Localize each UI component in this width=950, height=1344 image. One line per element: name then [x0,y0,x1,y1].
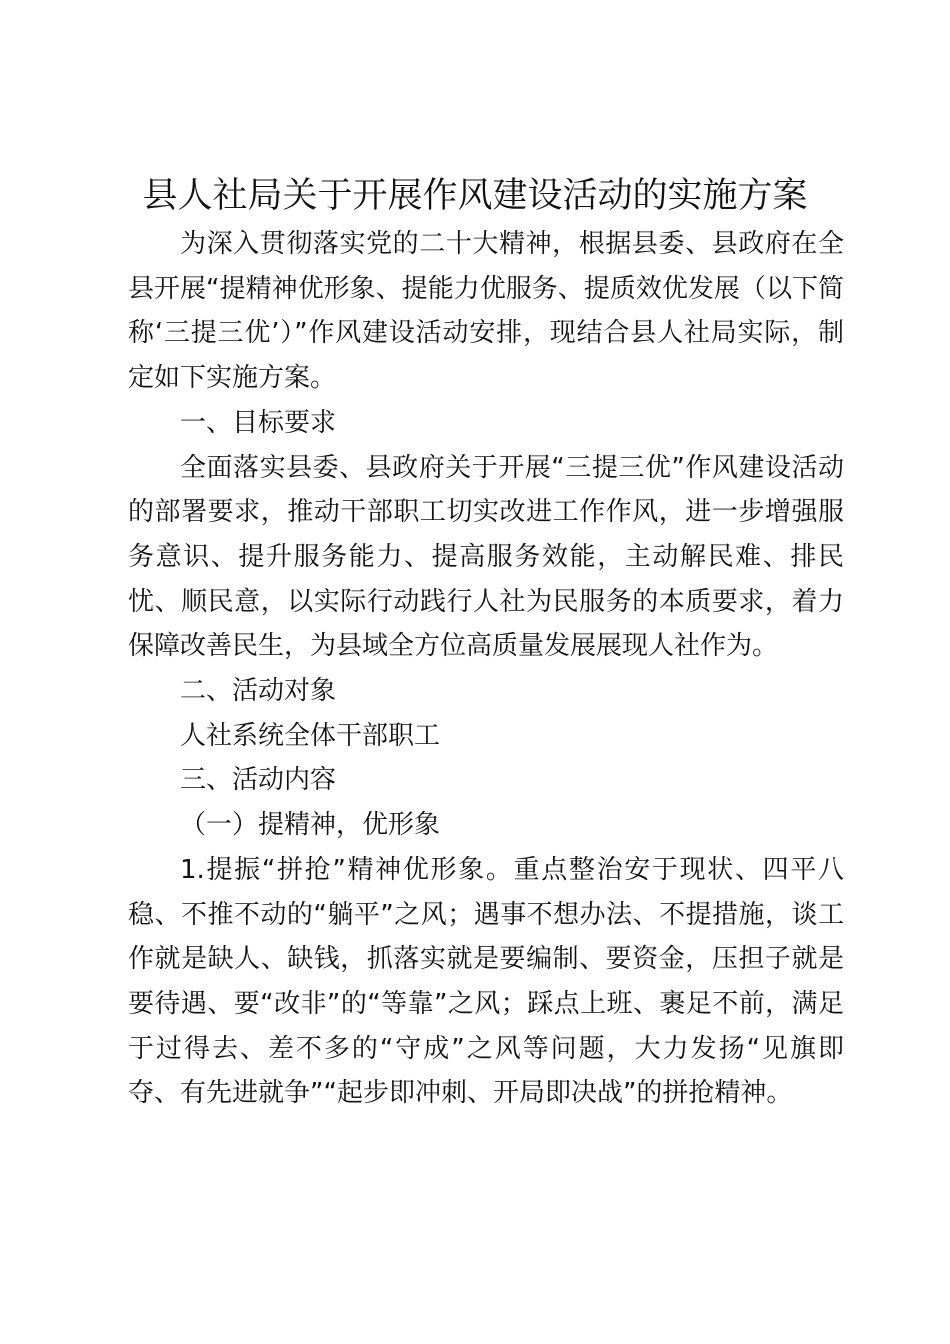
item-1-paragraph: 1.提振“拼抢”精神优形象。重点整治安于现状、四平八稳、不推不动的“躺平”之风；遇事不想办法、不提措施，谈工作就是缺人、缺钱，抓落实就是要编制、要资金，压担子就是要待遇、要“改非”的“等靠”之风；踩点上班、裹足不前，满足于过得去、差不多的“守成”之风等问题，大力发扬“见旗即夺、有先进就争”“起步即冲刺、开局即决战”的拼抢精神。 [128,854,844,1109]
section-goals-paragraph: 全面落实县委、县政府关于开展“三提三优”作风建设活动的部署要求，推动干部职工切实改进工作作风，进一步增强服务意识、提升服务能力、提高服务效能，主动解民难、排民忧、顺民意，以实际行动践行人社为民服务的本质要求，着力保障改善民生，为县域全方位高质量发展展现人社作为。 [128,452,844,662]
section-heading-content: 三、活动内容 [180,765,337,796]
document-body [128,222,844,1116]
section-targets-paragraph: 人社系统全体干部职工 [180,720,441,751]
subsection-heading-spirit: （一）提精神，优形象 [180,810,441,841]
section-heading-targets: 二、活动对象 [180,676,337,707]
intro-paragraph: 为深入贯彻落实党的二十大精神，根据县委、县政府在全县开展“提精神优形象、提能力优服务、提质效优发展（以下简称‘三提三优’）”作风建设活动安排，现结合县人社局实际，制定如下实施方案。 [128,229,844,394]
document-title: 县人社局关于开展作风建设活动的实施方案 [142,176,808,216]
section-heading-goals: 一、目标要求 [180,407,337,438]
